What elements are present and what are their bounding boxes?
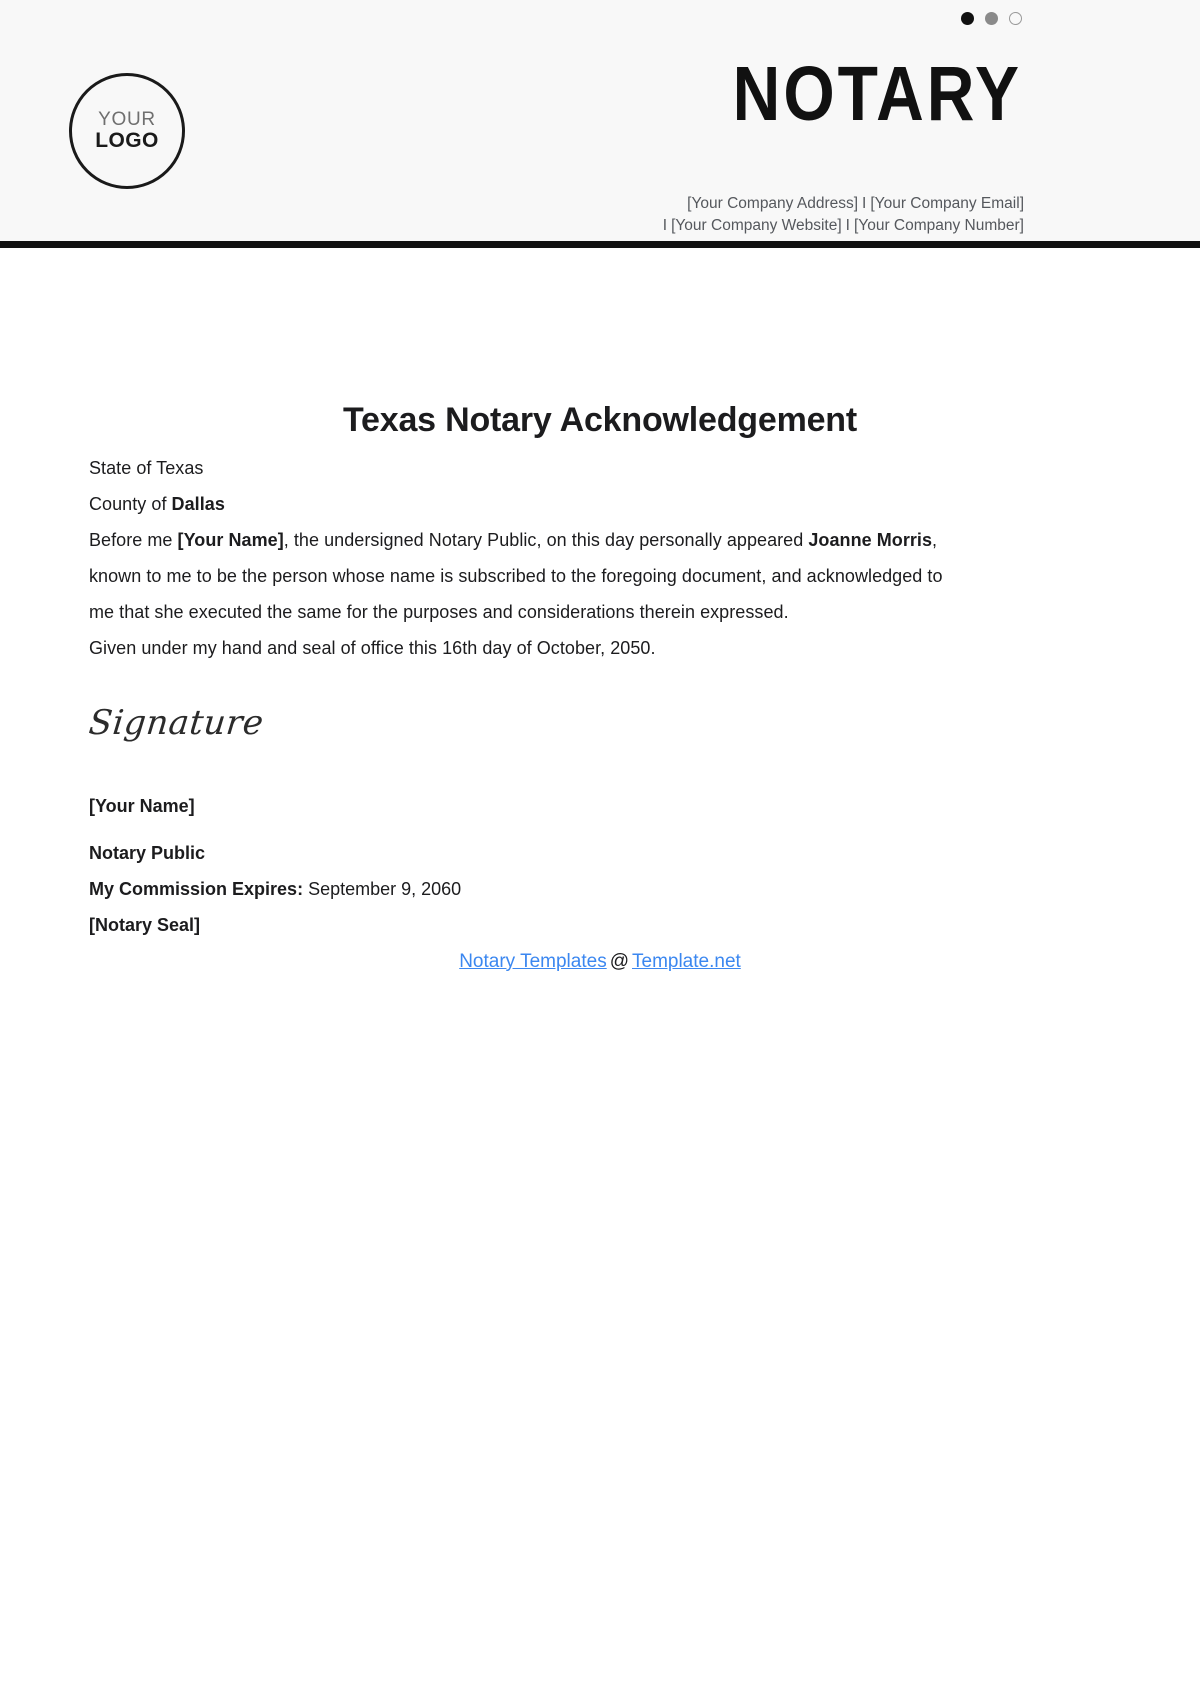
page-title: Texas Notary Acknowledgement [343, 401, 857, 439]
signature-block [89, 788, 1111, 943]
ack-seg-1: Before me [89, 529, 178, 550]
contact-separator-2: I [845, 217, 850, 234]
company-contact-block [324, 193, 1024, 237]
notary-seal-placeholder: [Notary Seal] [89, 914, 201, 935]
dot-outline-icon [1009, 12, 1022, 25]
acknowledgement-paragraph [89, 522, 969, 630]
signer-name: [Your Name] [89, 795, 195, 816]
ack-signer-name: Joanne Morris [808, 529, 933, 550]
signer-role: Notary Public [89, 842, 206, 863]
county-label: County of [89, 493, 172, 514]
ack-seg-3: , the undersigned Notary Public, on this day personally appeared [283, 529, 809, 550]
county-line [89, 486, 1111, 522]
ack-notary-name: [Your Name] [177, 529, 284, 550]
company-address-placeholder: [Your Company Address] [687, 195, 859, 212]
dot-filled-dark-icon [961, 12, 974, 25]
document-body [0, 400, 1200, 973]
dot-filled-gray-icon [985, 12, 998, 25]
given-under-hand-line: Given under my hand and seal of office this 16th day of October, 2050. [89, 637, 656, 658]
at-sign: @ [609, 950, 629, 972]
county-value: Dallas [171, 493, 225, 514]
company-number-placeholder: [Your Company Number] [853, 217, 1024, 234]
contact-separator-leading: I [662, 217, 668, 234]
commission-value: September 9, 2060 [303, 878, 462, 899]
company-logo-placeholder [69, 73, 185, 189]
contact-line-2 [324, 215, 1024, 237]
contact-line-1 [324, 193, 1024, 215]
document-header [0, 0, 1200, 248]
state-line: State of Texas [89, 457, 204, 478]
footer-attribution [89, 951, 1111, 973]
company-website-placeholder: [Your Company Website] [671, 217, 842, 234]
decorative-dots [961, 12, 1022, 25]
company-email-placeholder: [Your Company Email] [870, 195, 1024, 212]
commission-label: My Commission Expires: [89, 878, 304, 899]
signature-script: Signature [86, 702, 266, 743]
template-net-link[interactable]: Template.net [632, 950, 741, 972]
commission-expiry-row [89, 871, 1111, 907]
brand-title-block [382, 50, 1022, 137]
logo-line-logo: LOGO [95, 128, 159, 152]
contact-separator: I [862, 195, 867, 212]
ack-seg-5: , known to me to be the person whose name is subscribed to the foregoing document, and acknowledged to me that she executed the same for the purposes and considerations therein expressed. [89, 529, 943, 622]
logo-line-your: YOUR [98, 109, 156, 130]
brand-title: NOTARY [732, 50, 1022, 137]
notary-templates-link[interactable]: Notary Templates [459, 950, 607, 972]
